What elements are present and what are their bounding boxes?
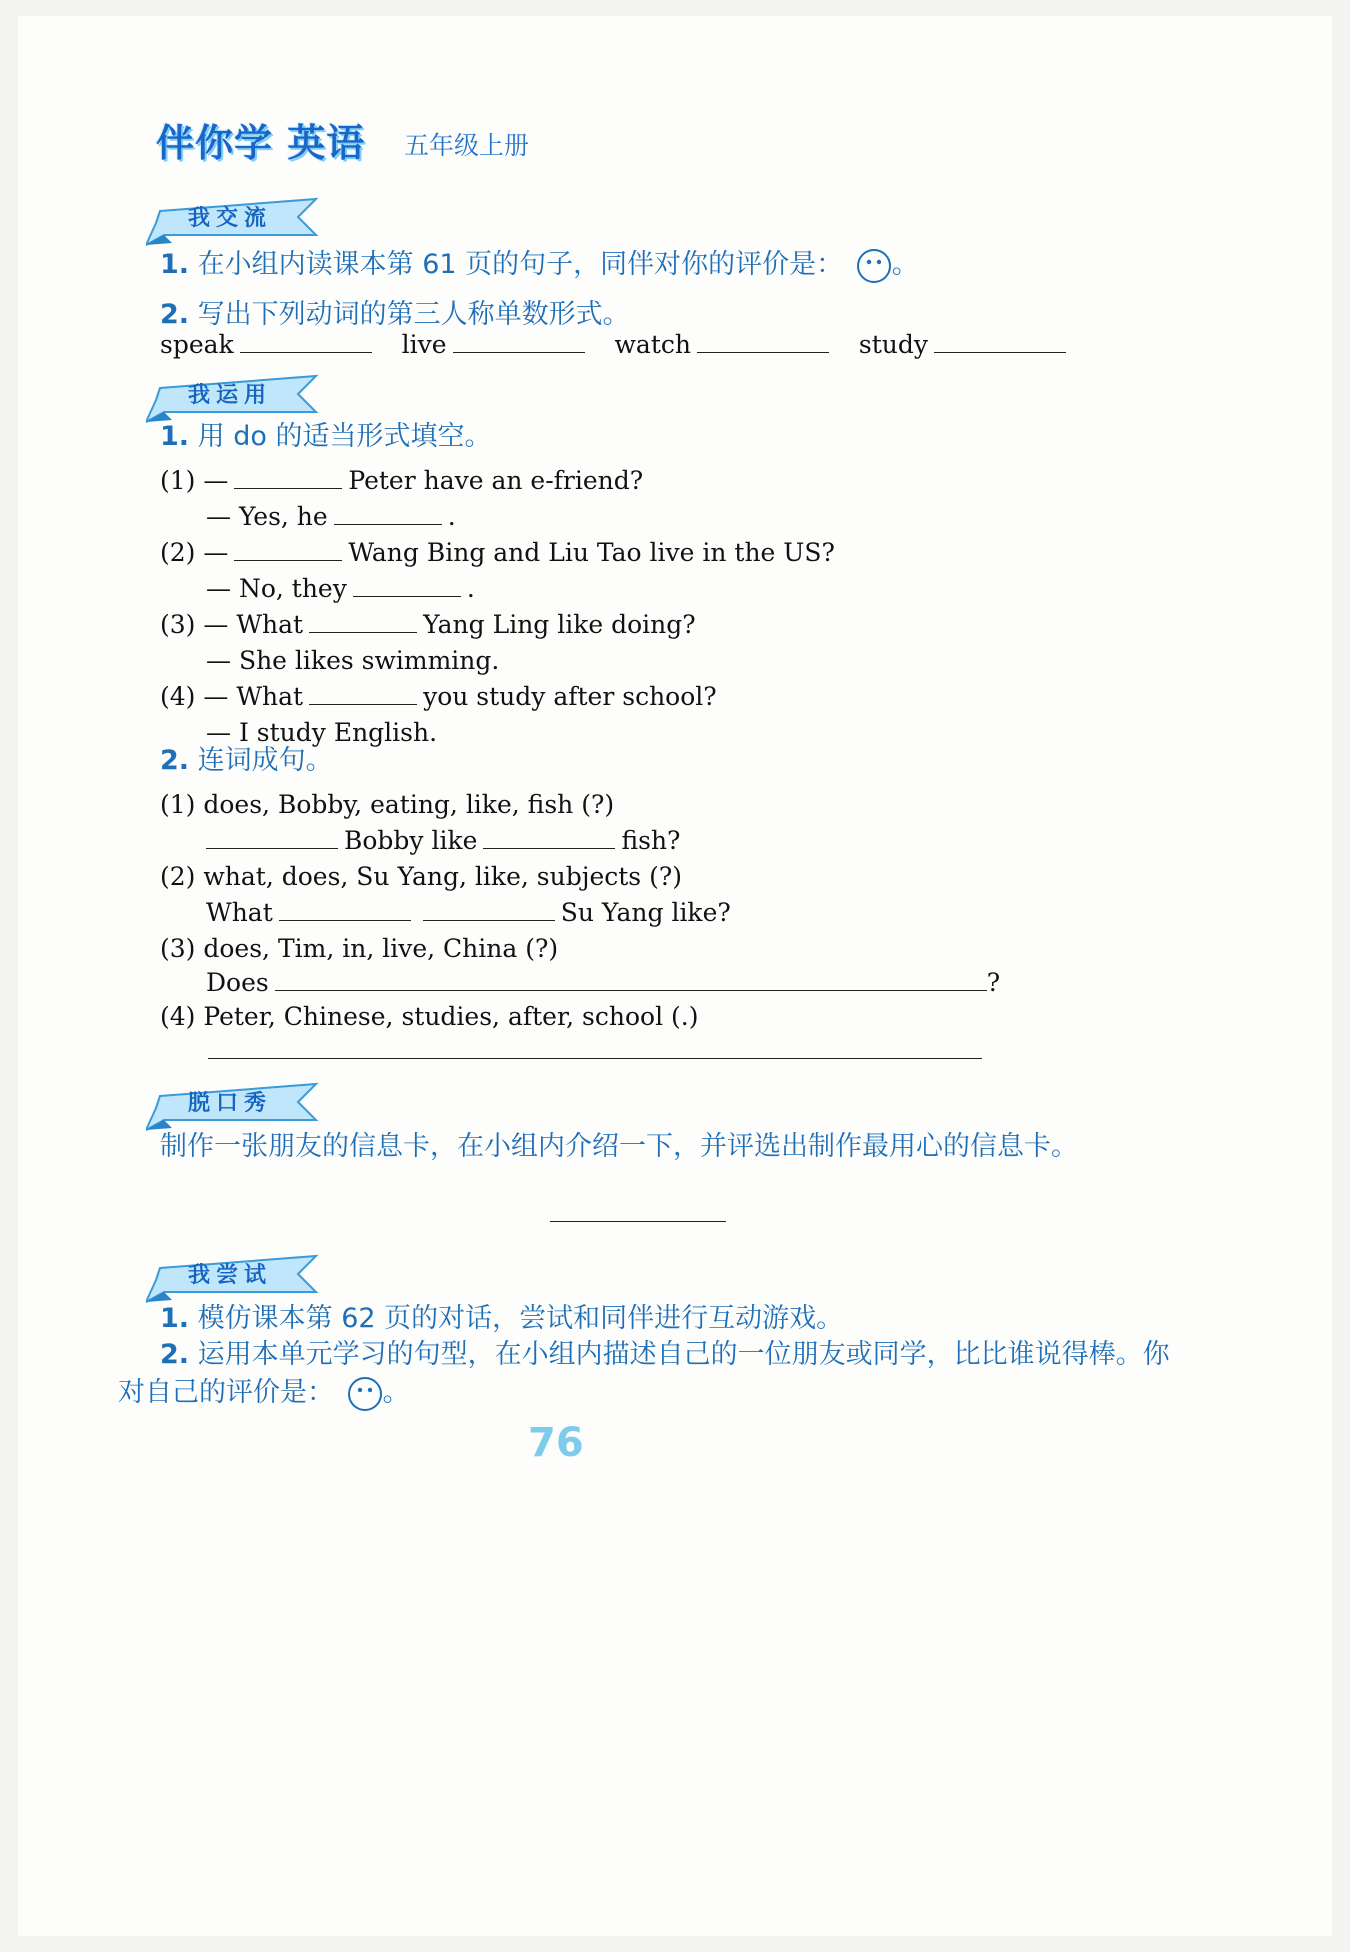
answer-text: Does: [206, 968, 269, 997]
answer-text: fish?: [621, 826, 681, 855]
item-text: 在小组内读课本第 61 页的句子，同伴对你的评价是：: [197, 249, 844, 280]
answer-text: I study English.: [238, 718, 438, 747]
question-number: (2): [160, 862, 196, 891]
verb-study: study: [858, 330, 929, 359]
s2-part1-title: [160, 414, 491, 453]
item-text: 对自己的评价是：: [118, 1377, 334, 1408]
section-label: 我交流: [188, 206, 273, 231]
question-number: (4): [160, 682, 196, 711]
word-list: Peter, Chinese, studies, after, school (.): [203, 1002, 699, 1031]
fill-q3-line2: [206, 646, 499, 675]
question-number: (3): [160, 610, 196, 639]
item-text: 运用本单元学习的句型，在小组内描述自己的一位朋友或同学，比比谁说得棒。你: [197, 1339, 1170, 1370]
answer-blank[interactable]: [309, 684, 417, 705]
answer-text: No, they: [238, 574, 347, 603]
question-number: (1): [160, 466, 196, 495]
item-number: 2.: [160, 745, 190, 776]
dash: —: [203, 538, 229, 567]
item-number: 2.: [160, 299, 190, 330]
answer-blank[interactable]: [334, 504, 442, 525]
verb-list: [160, 330, 1072, 359]
word-list: what, does, Su Yang, like, subjects (?): [203, 862, 682, 891]
answer-blank[interactable]: [234, 468, 342, 489]
fill-q4-line1: [160, 682, 717, 711]
answer-text: Yes, he: [238, 502, 328, 531]
date-underline[interactable]: [550, 1221, 726, 1222]
question-text: Wang Bing and Liu Tao live in the US?: [348, 538, 835, 567]
item-number: 1.: [160, 421, 190, 452]
smiley-face-icon: [856, 248, 892, 284]
item-text: 写出下列动词的第三人称单数形式。: [197, 299, 630, 330]
item-number: 1.: [160, 1303, 190, 1334]
item-number: 1.: [160, 249, 190, 280]
fill-q1-line1: [160, 466, 643, 495]
verb-live: live: [401, 330, 447, 359]
order-q2-words: [160, 862, 682, 891]
workbook-page: [18, 16, 1332, 1936]
smiley-face-icon: [347, 1376, 383, 1412]
item-number: 2.: [160, 1339, 190, 1370]
s3-text: 制作一张朋友的信息卡，在小组内介绍一下，并评选出制作最用心的信息卡。: [160, 1131, 1078, 1162]
dash: —: [206, 502, 231, 531]
fill-q2-line2: [206, 574, 475, 603]
s1-item2: [160, 292, 630, 331]
question-number: (3): [160, 934, 196, 963]
dash: —: [203, 466, 229, 495]
answer-text: She likes swimming.: [238, 646, 500, 675]
order-q1-words: [160, 790, 614, 819]
punct: .: [466, 574, 475, 603]
question-number: (1): [160, 790, 196, 819]
item-end: 。: [891, 249, 919, 280]
punct: ?: [986, 968, 1001, 997]
item-text: 模仿课本第 62 页的对话，尝试和同伴进行互动游戏。: [197, 1303, 844, 1334]
punct: .: [447, 502, 456, 531]
book-subtitle: 五年级上册: [404, 131, 530, 160]
dash: —: [206, 646, 231, 675]
question-text: you study after school?: [423, 682, 717, 711]
page-number: 76: [528, 1420, 584, 1466]
question-text: Peter have an e-friend?: [348, 466, 644, 495]
fill-q1-line2: [206, 502, 456, 531]
order-q4-words: [160, 1002, 698, 1031]
s4-item2-cont: [118, 1370, 410, 1412]
answer-blank[interactable]: [309, 612, 417, 633]
item-text: 连词成句。: [197, 745, 333, 776]
answer-blank[interactable]: [240, 332, 372, 353]
section-label: 我尝试: [188, 1263, 273, 1288]
s2-part2-title: [160, 738, 333, 777]
answer-text: Su Yang like?: [560, 898, 731, 927]
answer-blank[interactable]: [275, 970, 987, 991]
answer-blank[interactable]: [234, 540, 342, 561]
answer-blank[interactable]: [483, 828, 615, 849]
question-text: What: [236, 682, 304, 711]
word-list: does, Tim, in, live, China (?): [203, 934, 559, 963]
answer-blank[interactable]: [453, 332, 585, 353]
answer-blank[interactable]: [697, 332, 829, 353]
fill-q2-line1: [160, 538, 835, 567]
order-q1-answer: [206, 826, 680, 855]
s4-item1: [160, 1296, 843, 1335]
dash: —: [203, 610, 229, 639]
dash: —: [206, 574, 231, 603]
dash: —: [203, 682, 229, 711]
verb-speak: speak: [160, 330, 234, 359]
question-text: What: [236, 610, 304, 639]
question-text: Yang Ling like doing?: [423, 610, 696, 639]
answer-blank[interactable]: [934, 332, 1066, 353]
answer-text: What: [206, 898, 273, 927]
answer-blank[interactable]: [279, 900, 411, 921]
order-q3-answer: [206, 968, 1000, 997]
answer-text: Bobby like: [344, 826, 478, 855]
s1-item1: [160, 242, 919, 284]
s4-item2: [160, 1332, 1170, 1371]
dash: —: [206, 718, 231, 747]
word-list: does, Bobby, eating, like, fish (?): [203, 790, 615, 819]
order-q3-words: [160, 934, 558, 963]
question-number: (4): [160, 1002, 196, 1031]
section-label: 脱口秀: [188, 1091, 273, 1116]
item-text: 用 do 的适当形式填空。: [197, 421, 492, 452]
answer-blank[interactable]: [423, 900, 555, 921]
answer-blank[interactable]: [206, 828, 338, 849]
answer-blank[interactable]: [353, 576, 461, 597]
order-q2-answer: [206, 898, 731, 927]
question-number: (2): [160, 538, 196, 567]
book-title: 伴你学 英语: [156, 121, 366, 165]
verb-watch: watch: [614, 330, 691, 359]
section-tag-communicate: [146, 191, 336, 249]
section-label: 我运用: [188, 383, 273, 408]
order-q4-answer-line[interactable]: [208, 1058, 982, 1059]
item-end: 。: [382, 1377, 410, 1408]
fill-q3-line1: [160, 610, 696, 639]
